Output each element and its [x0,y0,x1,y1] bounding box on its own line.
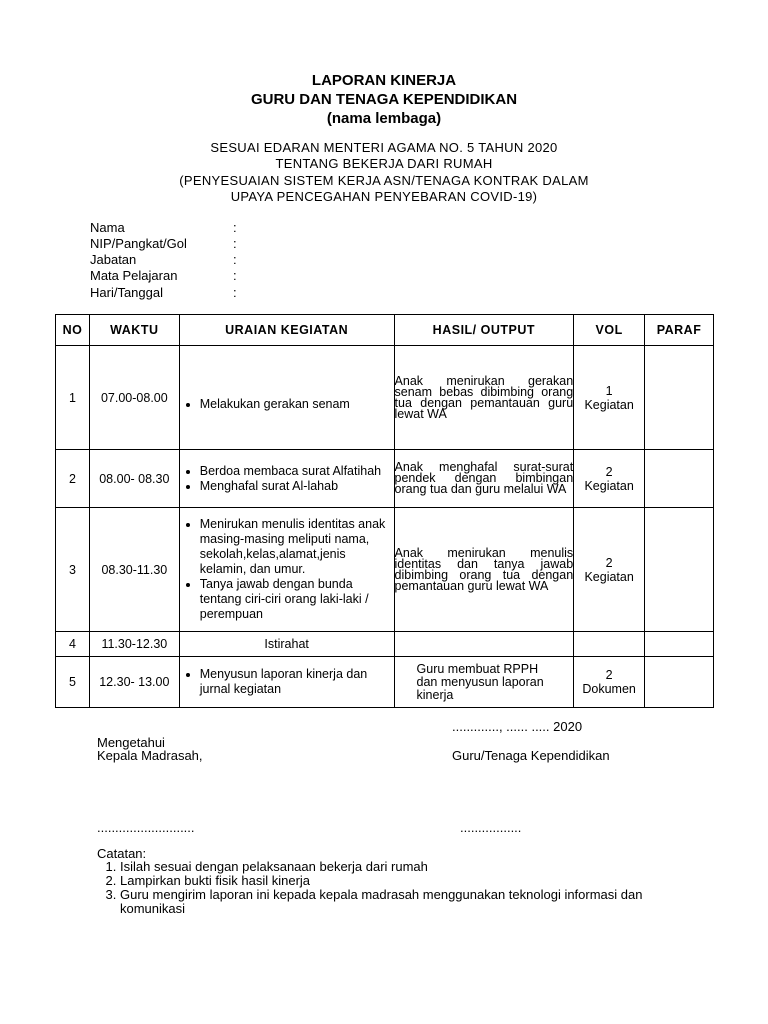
row-waktu: 08.30-11.30 [89,508,179,632]
table-row [56,346,714,450]
row-vol [574,632,645,657]
table-row [56,450,714,508]
list-item: • Melakukan gerakan senam [200,397,394,412]
field-tanggal-colon: : [233,285,237,300]
circular-line-2: TENTANG BEKERJA DARI RUMAH [275,156,493,171]
header-no: NO [56,315,90,346]
vol-unit: Kegiatan [584,397,634,412]
institution-name: (nama lembaga) [326,110,442,127]
row-uraian [179,508,394,632]
row-hasil: Anak menirukan menulis identitas dan tanya jawab dibimbing orang tua dengan pemantauan guru lewat WA [394,508,574,632]
field-mapel-colon: : [233,268,237,283]
field-nama-label: Nama [90,220,125,235]
row-no: 3 [56,508,90,632]
row-no: 2 [56,450,90,508]
vol-unit: Dokumen [582,682,636,696]
row-no: 4 [56,632,90,657]
activity-table [55,314,714,708]
row-uraian [179,657,394,708]
list-item: • Menghafal surat Al-lahab [200,479,394,494]
report-subtitle: GURU DAN TENAGA KEPENDIDIKAN [250,91,518,108]
row-waktu: 12.30- 13.00 [89,657,179,708]
table-row [56,632,714,657]
row-paraf [645,450,714,508]
row-waktu: 11.30-12.30 [89,632,179,657]
vol-count: 1 [605,383,613,398]
row-paraf [645,346,714,450]
field-jabatan-colon: : [233,252,237,267]
vol-unit: Kegiatan [584,478,634,493]
list-item: • Menirukan menulis identitas anak masing-masing meliputi nama, sekolah,kelas,alamat,jenis kelamin, dan umur. [200,517,394,577]
row-hasil: Guru membuat RPPH dan menyusun laporan kinerja [394,657,574,708]
list-item: 3. Guru mengirim laporan ini kepada kepala madrasah menggunakan teknologi informasi dan komunikasi [120,888,680,916]
row-vol [574,450,645,508]
row-paraf [645,632,714,657]
mengetahui-label: Mengetahui [97,735,165,750]
row-hasil [394,632,574,657]
notes-list [100,860,680,916]
row-no: 1 [56,346,90,450]
row-vol [574,346,645,450]
row-no: 5 [56,657,90,708]
field-jabatan-label: Jabatan [90,252,137,267]
notes-title: Catatan: [97,846,147,861]
list-item: • Berdoa membaca surat Alfatihah [200,464,394,479]
row-paraf [645,508,714,632]
list-item: 1. Isilah sesuai dengan pelaksanaan bekerja dari rumah [120,860,680,874]
circular-line-3: (PENYESUAIAN SISTEM KERJA ASN/TENAGA KONTRAK DALAM [179,173,589,188]
table-header-row [56,315,714,346]
list-item: • Menyusun laporan kinerja dan jurnal kegiatan [200,667,394,697]
guru-label: Guru/Tenaga Kependidikan [452,748,610,763]
header-paraf: PARAF [645,315,714,346]
circular-line-1: SESUAI EDARAN MENTERI AGAMA NO. 5 TAHUN 2020 [210,140,558,155]
row-uraian [179,346,394,450]
list-item: • Tanya jawab dengan bunda tentang ciri-ciri orang laki-laki / perempuan [200,577,394,622]
row-hasil: Anak menirukan gerakan senam bebas dibimbing orang tua dengan pemantauan guru lewat WA [394,346,574,450]
list-item: 2. Lampirkan bukti fisik hasil kinerja [120,874,680,888]
circular-line-4: UPAYA PENCEGAHAN PENYEBARAN COVID-19) [230,189,538,204]
header-uraian: URAIAN KEGIATAN [179,315,394,346]
field-nip-label: NIP/Pangkat/Gol [90,236,187,251]
vol-count: 2 [605,464,613,479]
signature-date: ............., ...... ..... 2020 [452,719,583,734]
row-waktu: 08.00- 08.30 [89,450,179,508]
field-tanggal-label: Hari/Tanggal [90,285,163,300]
row-waktu: 07.00-08.00 [89,346,179,450]
row-vol [574,508,645,632]
row-istirahat: Istirahat [179,632,394,657]
table-row [56,508,714,632]
signature-line-left: ........................... [97,820,195,835]
table-row [56,657,714,708]
vol-count: 2 [605,555,613,570]
vol-unit: Kegiatan [584,569,634,584]
kepala-label: Kepala Madrasah, [97,748,203,763]
row-uraian [179,450,394,508]
field-nama-colon: : [233,220,237,235]
header-waktu: WAKTU [89,315,179,346]
field-mapel-label: Mata Pelajaran [90,268,178,283]
row-vol [574,657,645,708]
vol-count: 2 [605,668,613,682]
field-nip-colon: : [233,236,237,251]
row-hasil: Anak menghafal surat-surat pendek dengan bimbingan orang tua dan guru melalui WA [394,450,574,508]
header-vol: VOL [574,315,645,346]
header-hasil: HASIL/ OUTPUT [394,315,574,346]
signature-line-right: ................. [460,820,522,835]
row-paraf [645,657,714,708]
report-title: LAPORAN KINERJA [311,72,457,89]
